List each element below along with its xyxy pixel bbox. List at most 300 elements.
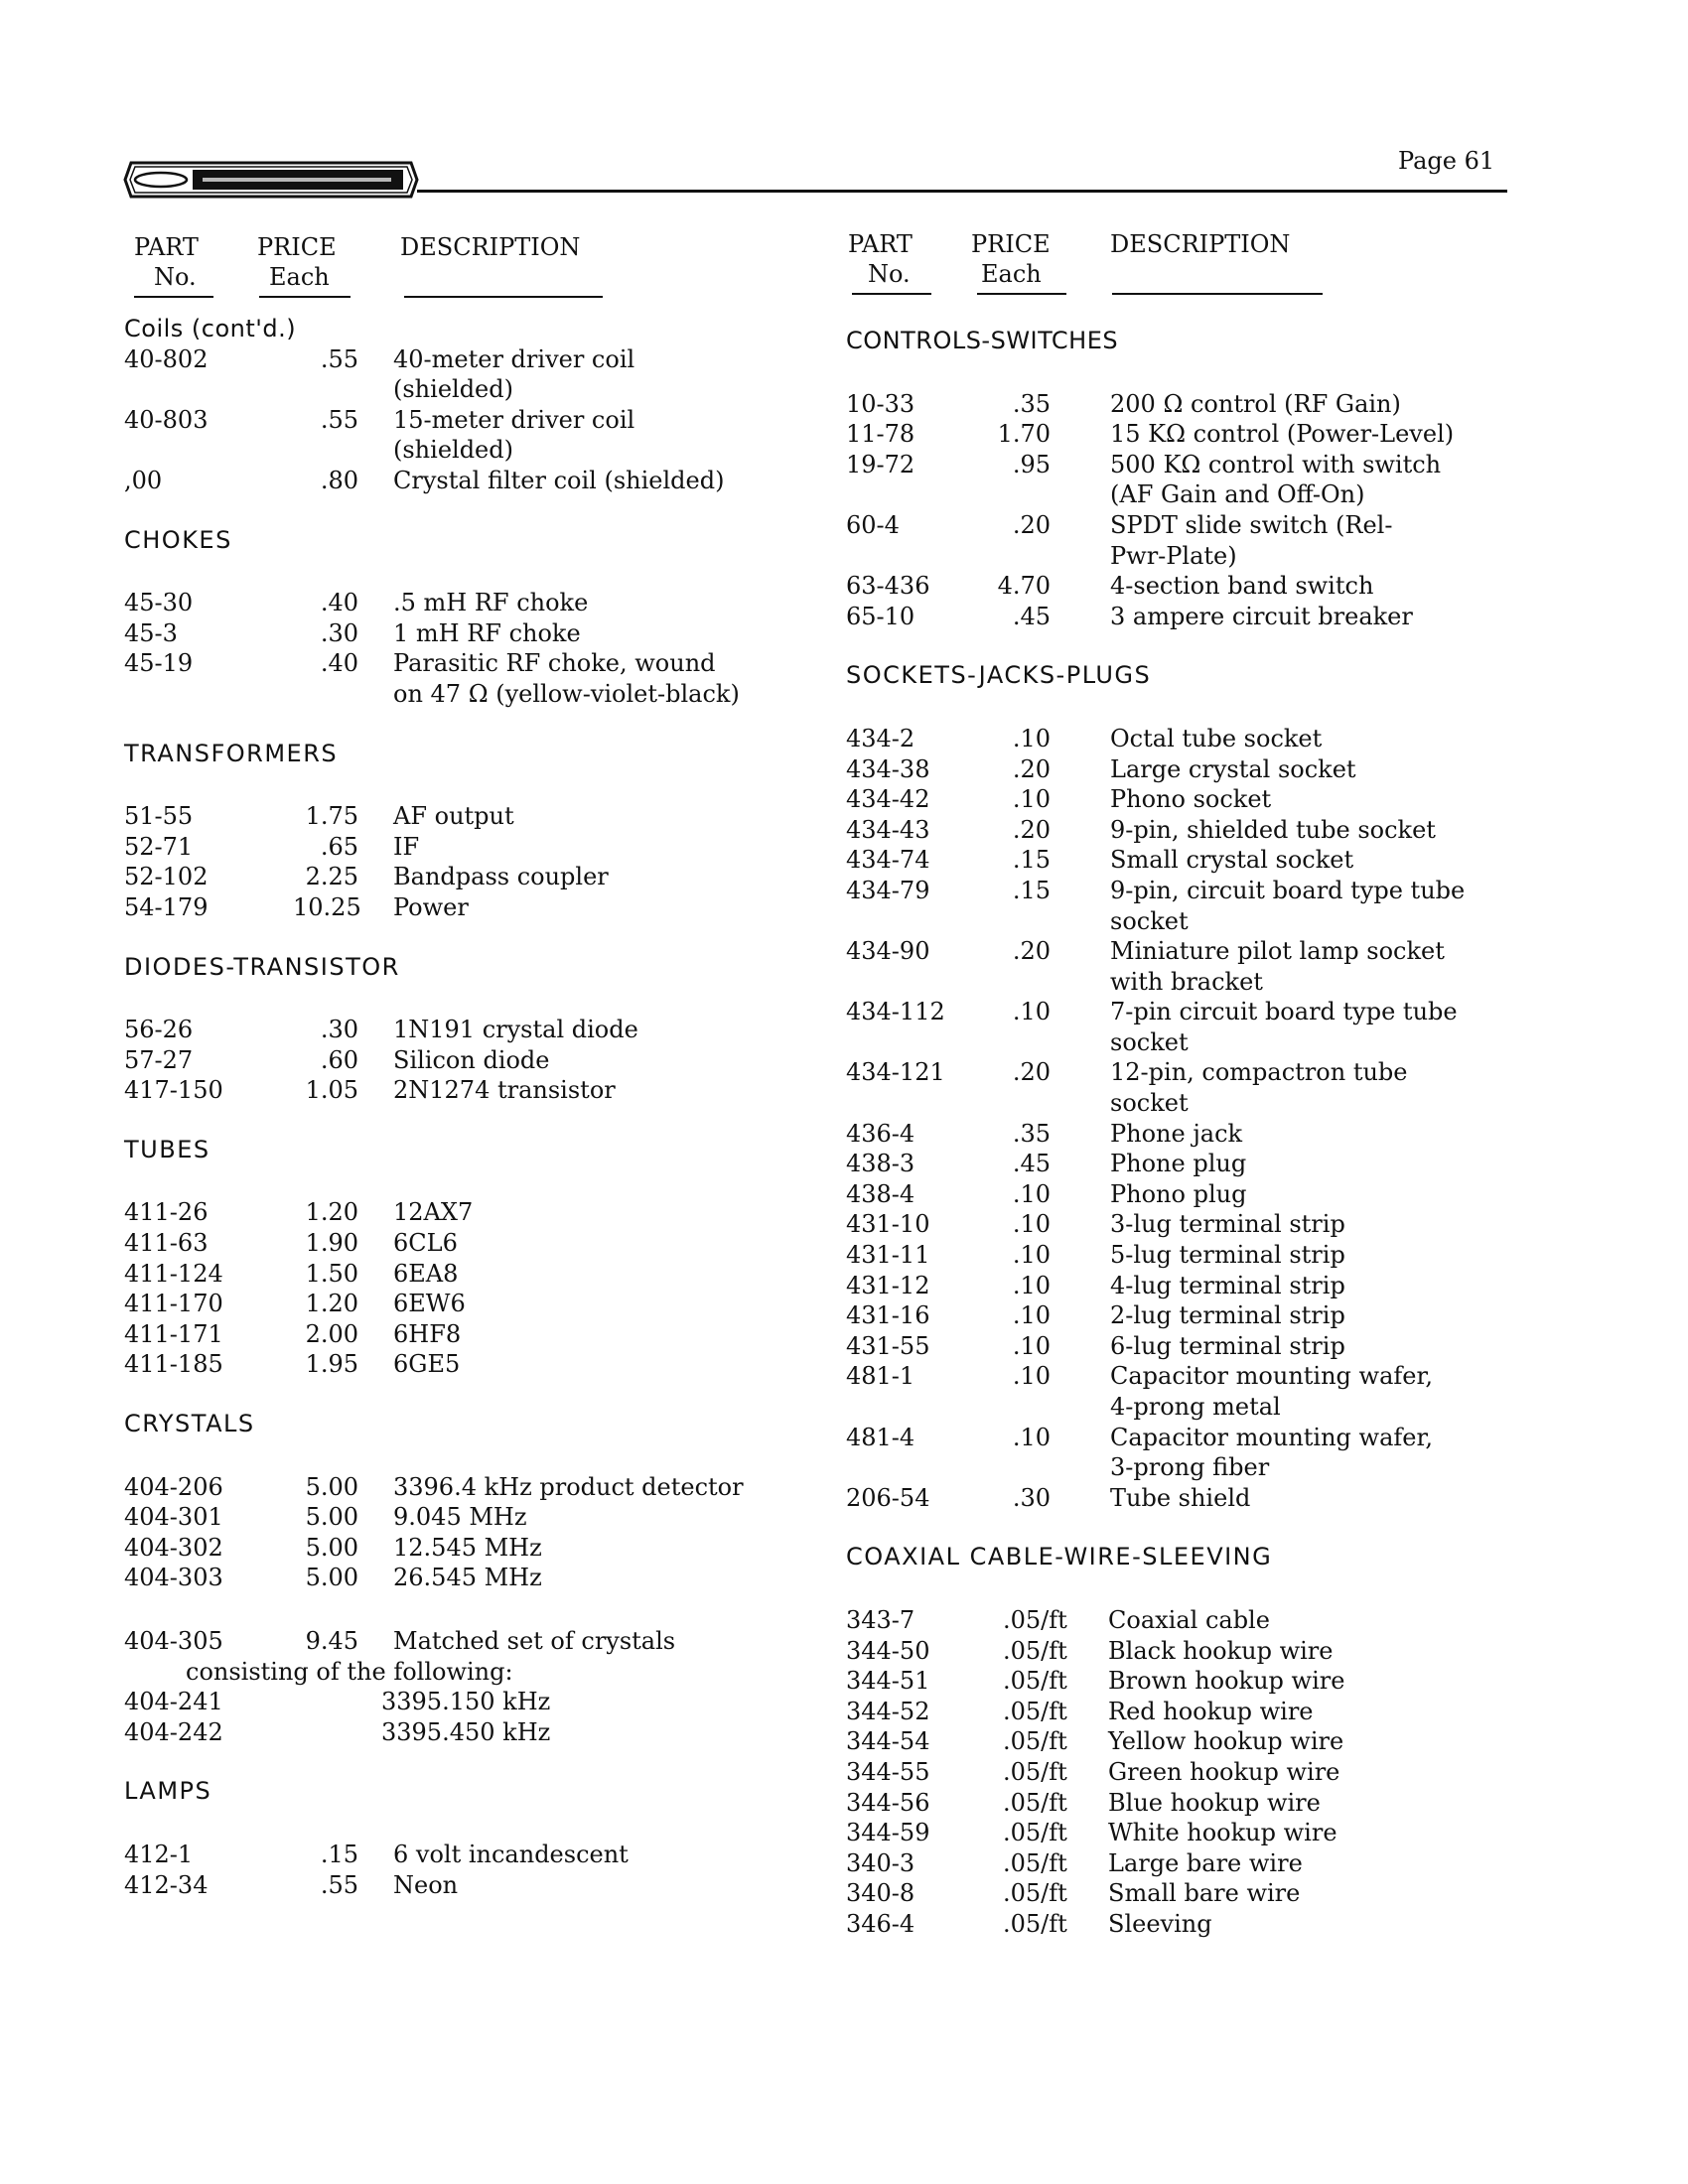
part-number: 436-4 (846, 1119, 915, 1148)
description-line: 40-meter driver coil (393, 344, 635, 373)
description-line: Phono socket (1110, 785, 1272, 814)
description-line: 1N191 crystal diode (393, 1016, 638, 1044)
table-row (846, 1300, 1511, 1331)
header-rule (417, 190, 1507, 193)
description-line: Capacitor mounting wafer, (1110, 1362, 1433, 1391)
price: .55 (320, 344, 358, 373)
part-number: 52-102 (124, 863, 209, 891)
price: 1.70 (997, 420, 1051, 449)
part-header: PART (848, 230, 913, 258)
table-row (124, 801, 799, 832)
column-header (846, 232, 1511, 298)
price: .30 (320, 618, 358, 647)
price: .35 (1012, 1119, 1051, 1148)
price: .05/ft (1003, 1848, 1067, 1877)
part-number: 411-63 (124, 1229, 209, 1258)
price: 5.00 (305, 1472, 358, 1501)
part-number: 344-51 (846, 1667, 930, 1696)
section-title: DIODES-TRANSISTOR (124, 952, 400, 981)
price: 5.00 (305, 1503, 358, 1532)
section-title: Coils (cont'd.) (124, 315, 297, 342)
table-row (846, 1848, 1511, 1879)
part-number: 412-1 (124, 1840, 194, 1868)
part-number: 40-803 (124, 405, 209, 434)
section-sockets (846, 660, 1511, 1513)
section-title: CRYSTALS (124, 1410, 255, 1438)
table-row (846, 1149, 1511, 1179)
description-line: 15-meter driver coil (393, 405, 635, 434)
price: 5.00 (305, 1533, 358, 1562)
part-number: 344-56 (846, 1788, 930, 1817)
part-number: 434-121 (846, 1058, 945, 1087)
part-number: 206-54 (846, 1483, 930, 1512)
table-row (846, 419, 1511, 450)
description-line: Crystal filter coil (shielded) (393, 466, 725, 494)
table-row (124, 344, 799, 405)
price: .15 (1012, 876, 1051, 904)
part-number: 438-4 (846, 1179, 915, 1208)
description-line: 2N1274 transistor (393, 1076, 616, 1105)
table-row (124, 1319, 799, 1350)
part-number: 45-30 (124, 589, 194, 617)
table-row (124, 588, 799, 618)
table-row (124, 1289, 799, 1319)
part-number: 412-34 (124, 1870, 209, 1899)
table-row (124, 1840, 799, 1870)
description-line: Tube shield (1110, 1483, 1251, 1512)
price: .20 (1012, 510, 1051, 539)
description-line: socket (1110, 1027, 1189, 1056)
part-number: 45-3 (124, 618, 178, 647)
price: .40 (320, 589, 358, 617)
price: .35 (1012, 389, 1051, 418)
section-coax (846, 1542, 1511, 1939)
table-row (846, 754, 1511, 785)
description-line: socket (1110, 906, 1189, 935)
price: 9.45 (305, 1627, 358, 1655)
description-line: AF output (393, 802, 514, 831)
price: .80 (320, 466, 358, 494)
price: 2.25 (305, 863, 358, 891)
description-line: 6-lug terminal strip (1110, 1331, 1345, 1360)
table-row (124, 832, 799, 863)
part-number: 45-19 (124, 649, 194, 678)
matched-set (124, 1626, 799, 1747)
price: .95 (1012, 450, 1051, 478)
description-line: 4-section band switch (1110, 572, 1374, 601)
section-title: SOCKETS-JACKS-PLUGS (846, 661, 1152, 690)
part-number: 344-59 (846, 1819, 930, 1847)
part-number: 411-170 (124, 1290, 223, 1318)
price: .10 (1012, 998, 1051, 1026)
part-number: 404-242 (124, 1717, 223, 1746)
part-number: 344-50 (846, 1636, 930, 1665)
table-row (846, 784, 1511, 815)
description-line: 9-pin, shielded tube socket (1110, 815, 1436, 844)
description-line: 7-pin circuit board type tube (1110, 998, 1458, 1026)
description-line: 6GE5 (393, 1350, 461, 1379)
description-continuation: consisting of the following: (186, 1657, 513, 1686)
part-number: 431-55 (846, 1331, 930, 1360)
price: .55 (320, 1870, 358, 1899)
table-row (846, 845, 1511, 876)
price: .05/ft (1003, 1788, 1067, 1817)
table-row (846, 450, 1511, 510)
price: 1.95 (305, 1350, 358, 1379)
section-title: LAMPS (124, 1777, 212, 1806)
part-number: 65-10 (846, 602, 915, 630)
table-row (846, 1331, 1511, 1362)
description-line: 9.045 MHz (393, 1503, 527, 1532)
section-title: CHOKES (124, 525, 232, 554)
price: .05/ft (1003, 1667, 1067, 1696)
description-line: Phone plug (1110, 1150, 1247, 1178)
table-row (846, 602, 1511, 632)
part-number: 431-10 (846, 1210, 930, 1239)
description-line: 12.545 MHz (393, 1533, 542, 1562)
description-line: Small bare wire (1108, 1879, 1301, 1908)
table-row (846, 1757, 1511, 1788)
table-row (124, 1626, 799, 1657)
price: .10 (1012, 1423, 1051, 1451)
price: 1.20 (305, 1290, 358, 1318)
description-line: Pwr-Plate) (1110, 541, 1237, 570)
table-row (846, 1119, 1511, 1150)
description-line: 1 mH RF choke (393, 618, 581, 647)
description-line: Small crystal socket (1110, 846, 1354, 875)
price: .10 (1012, 1241, 1051, 1270)
price: .20 (1012, 1058, 1051, 1087)
description-line: 6 volt incandescent (393, 1840, 629, 1868)
description-line: Large crystal socket (1110, 754, 1356, 783)
part-number: 481-4 (846, 1423, 915, 1451)
part-number: 434-79 (846, 876, 930, 904)
description-line: 3395.450 kHz (381, 1717, 551, 1746)
price: .15 (1012, 846, 1051, 875)
price: .45 (1012, 602, 1051, 630)
part-number: 411-26 (124, 1198, 209, 1227)
table-row (846, 571, 1511, 602)
price: .10 (1012, 1210, 1051, 1239)
section-coils (124, 314, 799, 496)
description-line: 9-pin, circuit board type tube (1110, 876, 1466, 904)
price: .30 (1012, 1483, 1051, 1512)
part-number: 481-1 (846, 1362, 915, 1391)
part-number: 343-7 (846, 1605, 915, 1634)
description-line: Matched set of crystals (393, 1627, 676, 1655)
section-title: TRANSFORMERS (124, 739, 339, 767)
section-crystals (124, 1409, 799, 1747)
column-header (124, 232, 799, 298)
price-subheader: Each (269, 263, 330, 291)
table-row (124, 1563, 799, 1593)
table-row (124, 1502, 799, 1533)
table-row (846, 1666, 1511, 1697)
description-line: 12-pin, compactron tube (1110, 1058, 1408, 1087)
part-number: 63-436 (846, 572, 930, 601)
description-line: Silicon diode (393, 1045, 550, 1074)
table-row (846, 876, 1511, 936)
price: .10 (1012, 785, 1051, 814)
description-line: Phone jack (1110, 1119, 1243, 1148)
part-number: ,00 (124, 466, 163, 494)
price: 1.50 (305, 1259, 358, 1288)
table-row (124, 466, 799, 496)
description-line: Brown hookup wire (1108, 1667, 1345, 1696)
description-line: 6HF8 (393, 1319, 462, 1348)
price: .05/ft (1003, 1697, 1067, 1725)
price: 1.20 (305, 1198, 358, 1227)
price: 4.70 (997, 572, 1051, 601)
table-row (124, 1228, 799, 1259)
description-header: DESCRIPTION (400, 233, 581, 261)
price: .20 (1012, 937, 1051, 966)
table-row (846, 997, 1511, 1057)
price: 1.90 (305, 1229, 358, 1258)
price: .05/ft (1003, 1636, 1067, 1665)
description-line: (shielded) (393, 436, 513, 465)
part-number: 431-16 (846, 1301, 930, 1330)
part-number: 344-55 (846, 1757, 930, 1786)
section-title: CONTROLS-SWITCHES (846, 327, 1119, 354)
part-number: 411-124 (124, 1259, 223, 1288)
right-column (846, 232, 1511, 1940)
price: .55 (320, 405, 358, 434)
description-line: (shielded) (393, 375, 513, 404)
description-line: on 47 Ω (yellow-violet-black) (393, 679, 740, 708)
price: .10 (1012, 1179, 1051, 1208)
description-line: 200 Ω control (RF Gain) (1110, 389, 1401, 418)
description-line: 3396.4 kHz product detector (393, 1472, 744, 1501)
price: .05/ft (1003, 1605, 1067, 1634)
table-row (124, 405, 799, 466)
price: .05/ft (1003, 1819, 1067, 1847)
description-line: Power (393, 892, 469, 921)
table-row (846, 936, 1511, 997)
table-row (846, 815, 1511, 846)
description-line: 500 KΩ control with switch (1110, 450, 1442, 478)
table-row (846, 1636, 1511, 1667)
description-line: Capacitor mounting wafer, (1110, 1423, 1433, 1451)
description-line: Blue hookup wire (1108, 1788, 1321, 1817)
price: .30 (320, 1016, 358, 1044)
description-line: Yellow hookup wire (1108, 1727, 1344, 1756)
price: .20 (1012, 754, 1051, 783)
part-number: 434-74 (846, 846, 930, 875)
part-number: 19-72 (846, 450, 915, 478)
table-row (124, 1717, 799, 1748)
description-line: Miniature pilot lamp socket (1110, 937, 1445, 966)
part-number: 431-11 (846, 1241, 930, 1270)
description-header: DESCRIPTION (1110, 230, 1291, 258)
section-controls (846, 326, 1511, 631)
price: .10 (1012, 1271, 1051, 1299)
part-number: 434-38 (846, 754, 930, 783)
part-number: 344-52 (846, 1697, 930, 1725)
part-subheader: No. (154, 263, 197, 291)
part-number: 404-301 (124, 1503, 223, 1532)
description-line: 4-prong metal (1110, 1393, 1281, 1421)
table-row (124, 1870, 799, 1901)
table-row (846, 1209, 1511, 1240)
part-number: 411-185 (124, 1350, 223, 1379)
part-number: 60-4 (846, 510, 900, 539)
part-number: 40-802 (124, 344, 209, 373)
part-number: 404-305 (124, 1627, 223, 1655)
table-row (124, 1015, 799, 1045)
section-lamps (124, 1776, 799, 1900)
table-row (846, 724, 1511, 754)
description-line: IF (393, 832, 420, 861)
price: .20 (1012, 815, 1051, 844)
description-line: Octal tube socket (1110, 724, 1323, 752)
description-line: 26.545 MHz (393, 1564, 542, 1592)
part-number: 11-78 (846, 420, 915, 449)
table-row (846, 1909, 1511, 1940)
section-diodes (124, 952, 799, 1106)
price: .10 (1012, 1301, 1051, 1330)
part-number: 404-206 (124, 1472, 223, 1501)
left-column (124, 232, 799, 1900)
price: .10 (1012, 724, 1051, 752)
description-line: 3 ampere circuit breaker (1110, 602, 1413, 630)
price: .10 (1012, 1362, 1051, 1391)
part-number: 431-12 (846, 1271, 930, 1299)
description-line: Parasitic RF choke, wound (393, 649, 716, 678)
description-line: (AF Gain and Off-On) (1110, 480, 1365, 509)
table-row (846, 389, 1511, 420)
part-number: 404-303 (124, 1564, 223, 1592)
part-number: 54-179 (124, 892, 209, 921)
brand-logo (123, 159, 419, 201)
part-number: 340-3 (846, 1848, 915, 1877)
price: 1.75 (305, 802, 358, 831)
section-transformers (124, 739, 799, 923)
part-header: PART (134, 233, 199, 261)
description-line: 2-lug terminal strip (1110, 1301, 1345, 1330)
part-number: 344-54 (846, 1727, 930, 1756)
description-line: White hookup wire (1108, 1819, 1337, 1847)
part-number: 411-171 (124, 1319, 223, 1348)
price: 5.00 (305, 1564, 358, 1592)
table-row (124, 648, 799, 709)
table-row (846, 1057, 1511, 1118)
part-number: 434-2 (846, 724, 915, 752)
table-row (846, 1271, 1511, 1301)
description-line: with bracket (1110, 967, 1263, 996)
section-chokes (124, 525, 799, 710)
price-subheader: Each (981, 260, 1042, 288)
description-line: Black hookup wire (1108, 1636, 1334, 1665)
description-line: 15 KΩ control (Power-Level) (1110, 420, 1455, 449)
description-line: Green hookup wire (1108, 1757, 1340, 1786)
part-number: 51-55 (124, 802, 194, 831)
table-row (124, 1533, 799, 1564)
table-row (846, 1878, 1511, 1909)
table-row (846, 1361, 1511, 1422)
price: .40 (320, 649, 358, 678)
table-row (124, 1259, 799, 1290)
price: 2.00 (305, 1319, 358, 1348)
table-row (846, 1605, 1511, 1636)
table-row (124, 1075, 799, 1106)
description-line: 12AX7 (393, 1198, 474, 1227)
section-tubes (124, 1135, 799, 1380)
description-line: Neon (393, 1870, 459, 1899)
part-number: 404-302 (124, 1533, 223, 1562)
table-row (124, 1045, 799, 1076)
table-row (124, 1687, 799, 1717)
part-number: 52-71 (124, 832, 194, 861)
table-row (846, 510, 1511, 571)
price: .10 (1012, 1331, 1051, 1360)
description-line: 3-lug terminal strip (1110, 1210, 1345, 1239)
description-line: 6EA8 (393, 1259, 459, 1288)
part-number: 340-8 (846, 1879, 915, 1908)
table-row (846, 1240, 1511, 1271)
description-line: socket (1110, 1089, 1189, 1118)
price: .60 (320, 1045, 358, 1074)
price: .45 (1012, 1150, 1051, 1178)
price-header: PRICE (257, 233, 337, 261)
part-number: 417-150 (124, 1076, 223, 1105)
price: .15 (320, 1840, 358, 1868)
part-number: 434-42 (846, 785, 930, 814)
description-line: .5 mH RF choke (393, 589, 589, 617)
table-row (124, 862, 799, 892)
description-line: 4-lug terminal strip (1110, 1271, 1345, 1299)
part-number: 434-90 (846, 937, 930, 966)
table-row (124, 1349, 799, 1380)
part-number: 434-43 (846, 815, 930, 844)
price: .65 (320, 832, 358, 861)
part-number: 434-112 (846, 998, 945, 1026)
description-line: 6CL6 (393, 1229, 458, 1258)
table-row (846, 1818, 1511, 1848)
part-number: 346-4 (846, 1909, 915, 1938)
description-line: 3395.150 kHz (381, 1688, 551, 1716)
description-line: 5-lug terminal strip (1110, 1241, 1345, 1270)
table-row (846, 1788, 1511, 1819)
table-row (846, 1697, 1511, 1727)
description-line: 6EW6 (393, 1290, 466, 1318)
part-number: 10-33 (846, 389, 915, 418)
table-row (846, 1423, 1511, 1483)
table-row (846, 1483, 1511, 1514)
description-line: Phono plug (1110, 1179, 1247, 1208)
table-row (124, 618, 799, 649)
price: .05/ft (1003, 1909, 1067, 1938)
description-line: SPDT slide switch (Rel- (1110, 510, 1393, 539)
price: .05/ft (1003, 1879, 1067, 1908)
section-title: COAXIAL CABLE-WIRE-SLEEVING (846, 1543, 1273, 1571)
table-row (124, 892, 799, 923)
part-number: 57-27 (124, 1045, 194, 1074)
table-row (124, 1197, 799, 1228)
description-line: Bandpass coupler (393, 863, 609, 891)
price-header: PRICE (971, 230, 1051, 258)
description-line: Red hookup wire (1108, 1697, 1314, 1725)
description-line: Large bare wire (1108, 1848, 1303, 1877)
table-row (846, 1179, 1511, 1210)
part-number: 404-241 (124, 1688, 223, 1716)
page-number: Page 61 (1398, 147, 1495, 175)
description-line: Sleeving (1108, 1909, 1212, 1938)
part-number: 56-26 (124, 1016, 194, 1044)
table-row (124, 1472, 799, 1503)
part-number: 438-3 (846, 1150, 915, 1178)
table-row (846, 1726, 1511, 1757)
